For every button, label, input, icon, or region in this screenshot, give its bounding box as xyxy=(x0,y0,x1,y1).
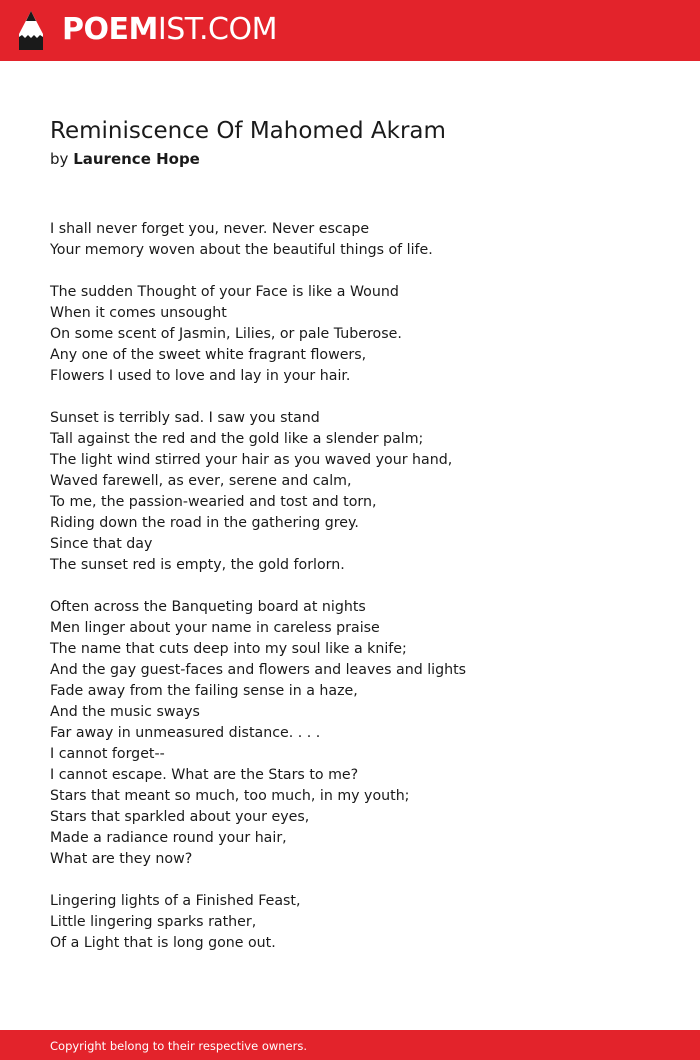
poem-line: Made a radiance round your hair, xyxy=(50,830,287,846)
poem-line: When it comes unsought xyxy=(50,305,227,321)
logo-text-light: IST.COM xyxy=(157,12,277,47)
site-footer xyxy=(0,1030,700,1060)
poem-line: And the music sways xyxy=(50,704,200,720)
poem-stanza xyxy=(50,891,670,954)
poem-line: Little lingering sparks rather, xyxy=(50,914,257,930)
poem-line: What are they now? xyxy=(50,851,193,867)
poem-line: I cannot forget-- xyxy=(50,746,165,762)
poem-line: The light wind stirred your hair as you waved your hand, xyxy=(50,452,453,468)
poem-line: Your memory woven about the beautiful things of life. xyxy=(50,242,433,258)
poem-line: Stars that meant so much, too much, in my youth; xyxy=(50,788,410,804)
poem-line: Tall against the red and the gold like a slender palm; xyxy=(50,431,424,447)
copyright-text: Copyright belong to their respective owners. xyxy=(50,1039,308,1053)
poem-stanza xyxy=(50,219,670,261)
poem-line: To me, the passion-wearied and tost and torn, xyxy=(50,494,377,510)
poem-line: Riding down the road in the gathering grey. xyxy=(50,515,359,531)
author-name[interactable]: Laurence Hope xyxy=(73,150,200,168)
poem-line: I shall never forget you, never. Never escape xyxy=(50,221,370,237)
poem-line: The sunset red is empty, the gold forlorn. xyxy=(50,557,345,573)
poem-stanza xyxy=(50,408,670,576)
poem-line: Flowers I used to love and lay in your hair. xyxy=(50,368,351,384)
byline xyxy=(50,148,200,170)
poem-line: And the gay guest-faces and flowers and leaves and lights xyxy=(50,662,467,678)
poem-line: Of a Light that is long gone out. xyxy=(50,935,276,951)
poem-line: Waved farewell, as ever, serene and calm, xyxy=(50,473,352,489)
poem-line: Sunset is terribly sad. I saw you stand xyxy=(50,410,320,426)
logo-text-bold: POEM xyxy=(62,12,158,47)
poem-line: Lingering lights of a Finished Feast, xyxy=(50,893,301,909)
by-label: by xyxy=(50,150,69,168)
poem-stanza xyxy=(50,597,670,870)
poem-line: Often across the Banqueting board at nights xyxy=(50,599,366,615)
poem-line: Far away in unmeasured distance. . . . xyxy=(50,725,321,741)
poem-line: The name that cuts deep into my soul like a knife; xyxy=(50,641,407,657)
poem-line: On some scent of Jasmin, Lilies, or pale Tuberose. xyxy=(50,326,402,342)
poem-line: Since that day xyxy=(50,536,153,552)
poem-line: I cannot escape. What are the Stars to me? xyxy=(50,767,359,783)
pen-nib-icon[interactable] xyxy=(18,10,44,52)
site-logo[interactable] xyxy=(62,11,277,49)
poem-line: Men linger about your name in careless praise xyxy=(50,620,380,636)
site-header xyxy=(0,0,700,61)
poem-line: The sudden Thought of your Face is like a Wound xyxy=(50,284,399,300)
poem-line: Fade away from the failing sense in a haze, xyxy=(50,683,358,699)
poem-line: Any one of the sweet white fragrant flowers, xyxy=(50,347,367,363)
poem-stanza xyxy=(50,282,670,387)
poem-body xyxy=(50,219,670,975)
poem-line: Stars that sparkled about your eyes, xyxy=(50,809,310,825)
poem-title: Reminiscence Of Mahomed Akram xyxy=(50,118,446,144)
